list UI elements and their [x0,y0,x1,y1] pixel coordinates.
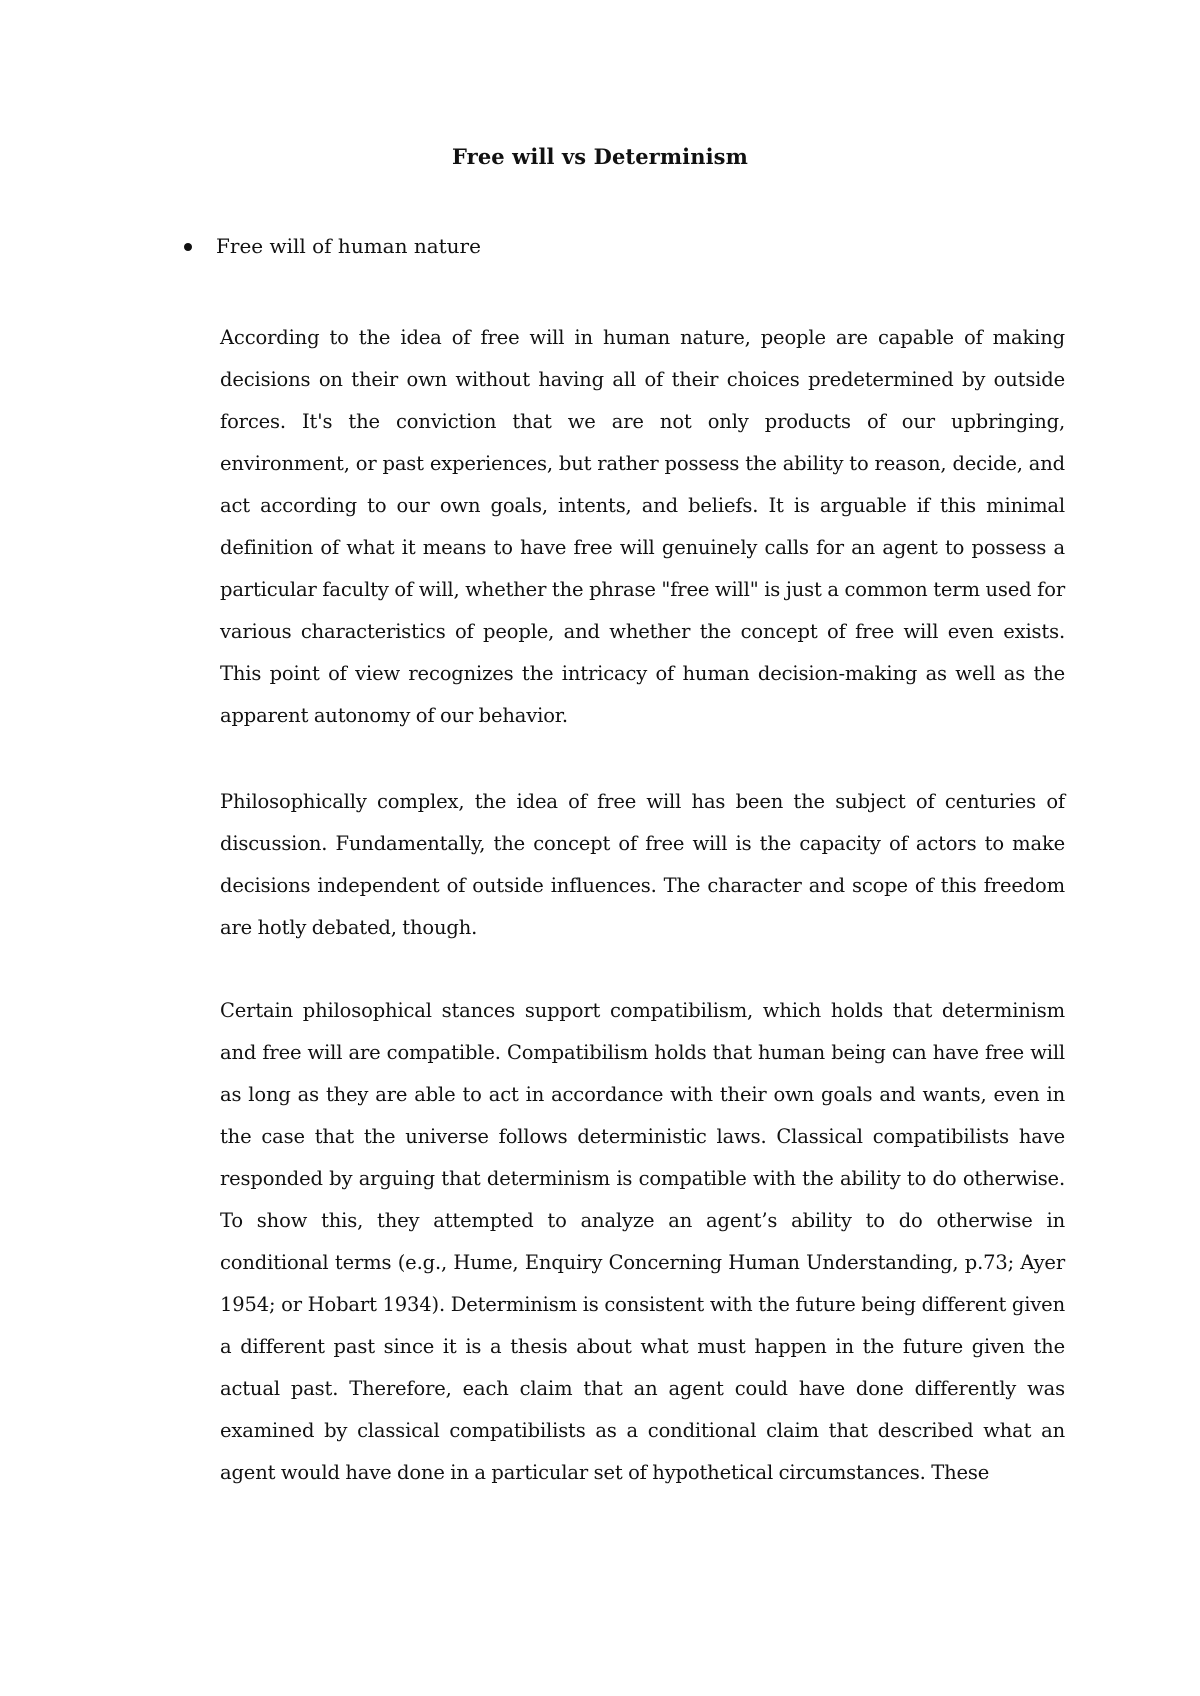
bullet-icon [184,243,192,251]
paragraph-2: Philosophically complex, the idea of free will has been the subject of centuries of discussion. Fundamentally, the concept of free will is the capacity of actors to make decisions independent of outside influences. The character and scope of this freedom are hotly debated, though. [220,790,1065,939]
bullet-item [184,236,481,256]
paragraph-3: Certain philosophical stances support compatibilism, which holds that determinism and free will are compatible. Compatibilism holds that human being can have free will as long as they are able to act in accordance with their own goals and wants, even in the case that the universe follows deterministic laws. Classical compatibilists have responded by arguing that determinism is compatible with the ability to do otherwise. To show this, they attempted to analyze an agent’s ability to do otherwise in conditional terms (e.g., Hume, Enquiry Concerning Human Understanding, p.73; Ayer 1954; or Hobart 1934). Determinism is consistent with the future being different given a different past since it is a thesis about what must happen in the future given the actual past. Therefore, each claim that an agent could have done differently was examined by classical compatibilists as a conditional claim that described what an agent would have done in a particular set of hypothetical circumstances. These [220,999,1065,1484]
paragraph-1: According to the idea of free will in human nature, people are capable of making decisions on their own without having all of their choices predetermined by outside forces. It's the conviction that we are not only products of our upbringing, environment, or past experiences, but rather possess the ability to reason, decide, and act according to our own goals, intents, and beliefs. It is arguable if this minimal definition of what it means to have free will genuinely calls for an agent to possess a particular faculty of will, whether the phrase "free will" is just a common term used for various characteristics of people, and whether the concept of free will even exists. This point of view recognizes the intricacy of human decision-making as well as the apparent autonomy of our behavior. [220,326,1065,727]
bullet-heading: Free will of human nature [216,234,481,258]
document-title: Free will vs Determinism [452,144,748,169]
